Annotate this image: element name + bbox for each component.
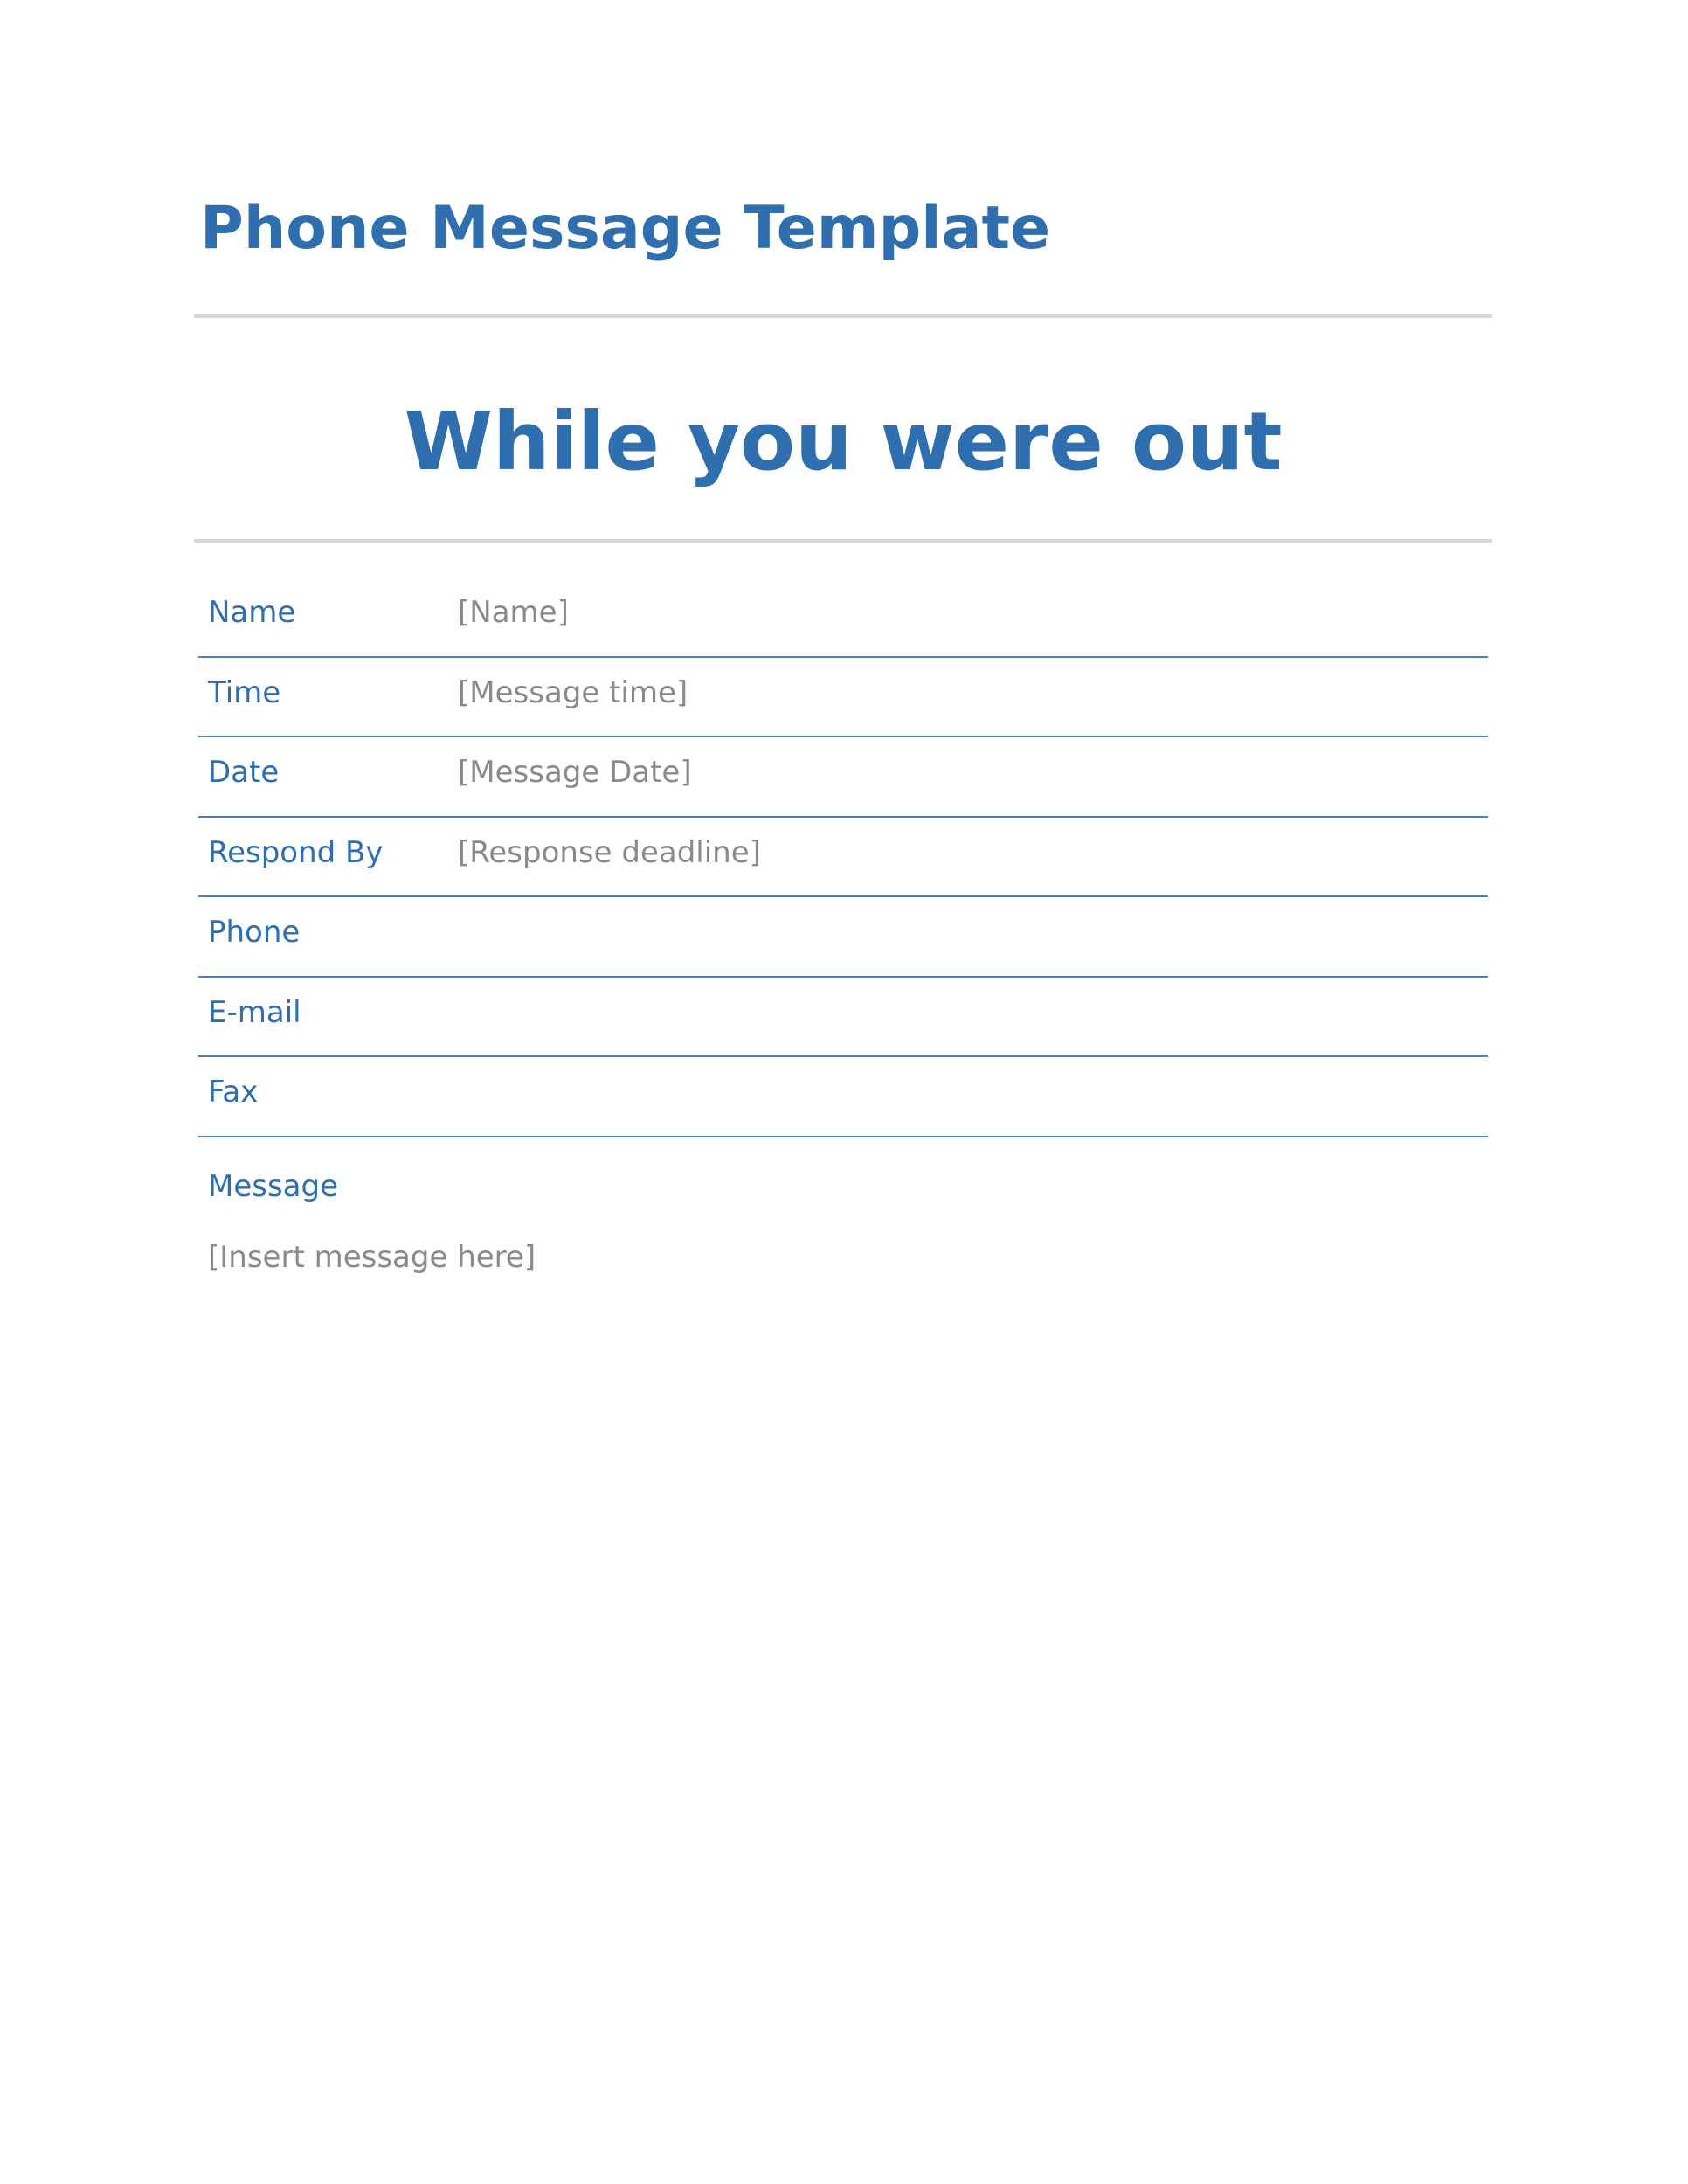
name-label: Name: [208, 595, 296, 630]
fax-label: Fax: [208, 1075, 259, 1109]
headline-divider: [194, 539, 1492, 543]
form-row-email: [198, 978, 1488, 1058]
headline: While you were out: [404, 395, 1283, 488]
time-label: Time: [208, 674, 281, 710]
name-field[interactable]: [Name]: [458, 595, 569, 630]
form-row-name: [198, 577, 1488, 658]
title-divider: [194, 314, 1492, 318]
form-row-respond-by: [198, 818, 1488, 898]
respond-by-field[interactable]: [Response deadline]: [458, 834, 761, 870]
time-field[interactable]: [Message time]: [458, 674, 688, 710]
date-field[interactable]: [Message Date]: [458, 755, 692, 790]
date-label: Date: [208, 755, 280, 790]
message-form: [198, 577, 1488, 1137]
form-row-time: [198, 658, 1488, 738]
form-row-date: [198, 737, 1488, 818]
message-field[interactable]: [Insert message here]: [208, 1240, 536, 1275]
respond-by-label: Respond By: [208, 834, 384, 870]
message-label: Message: [208, 1169, 339, 1204]
document-title: Phone Message Template: [200, 194, 1051, 263]
phone-label: Phone: [208, 915, 301, 950]
email-label: E-mail: [208, 994, 301, 1030]
form-row-fax: [198, 1057, 1488, 1137]
form-row-phone: [198, 897, 1488, 978]
